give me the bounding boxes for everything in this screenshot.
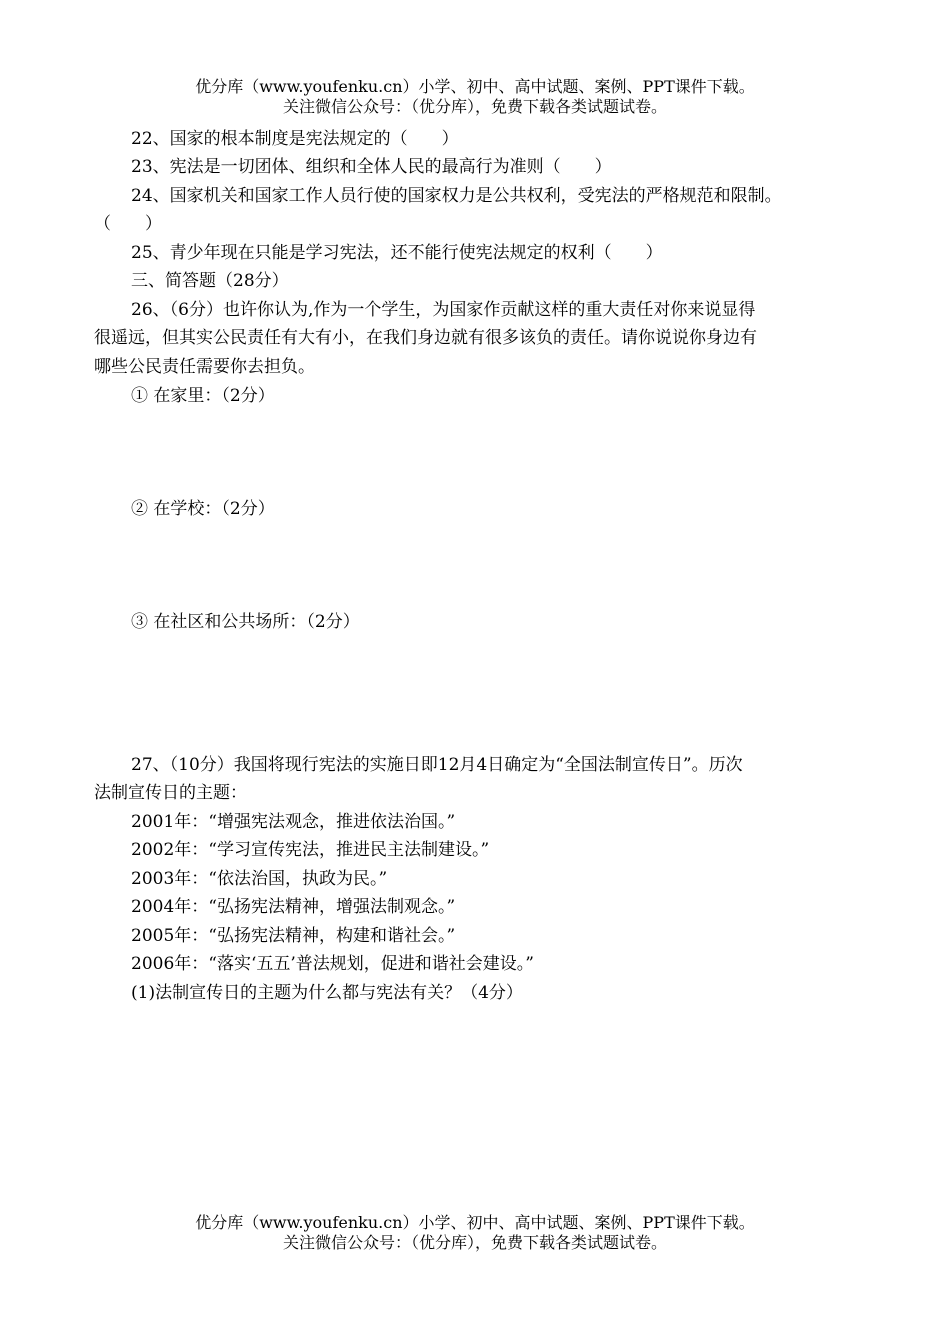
question-26-sub-1: ① 在家里：（2分） bbox=[131, 386, 275, 406]
theme-2003: 2003年：“依法治国，执政为民。” bbox=[131, 869, 388, 889]
question-26-sub-2: ② 在学校：（2分） bbox=[131, 499, 275, 519]
question-24-line-2: （ ） bbox=[94, 214, 162, 234]
theme-2005: 2005年：“弘扬宪法精神，构建和谐社会。” bbox=[131, 926, 456, 946]
question-27-line-2: 法制宣传日的主题： bbox=[94, 783, 247, 803]
question-26-line-2: 很遥远，但其实公民责任有大有小，在我们身边就有很多该负的责任。请你说说你身边有 bbox=[94, 328, 757, 348]
question-23: 23、宪法是一切团体、组织和全体人民的最高行为准则（ ） bbox=[131, 157, 612, 177]
question-22: 22、国家的根本制度是宪法规定的（ ） bbox=[131, 129, 459, 149]
footer-line-2: 关注微信公众号：（优分库），免费下载各类试题试卷。 bbox=[282, 1233, 667, 1252]
question-26-line-3: 哪些公民责任需要你去担负。 bbox=[94, 357, 315, 377]
question-27-sub-1: (1)法制宣传日的主题为什么都与宪法有关？（4分） bbox=[131, 983, 523, 1003]
question-24-line-1: 24、国家机关和国家工作人员行使的国家权力是公共权利，受宪法的严格规范和限制。 bbox=[131, 186, 782, 206]
question-27-line-1: 27、（10分）我国将现行宪法的实施日即12月4日确定为“全国法制宣传日”。历次 bbox=[131, 755, 743, 775]
question-25: 25、青少年现在只能是学习宪法，还不能行使宪法规定的权利（ ） bbox=[131, 243, 663, 263]
theme-2006: 2006年：“落实‘五五’普法规划，促进和谐社会建设。” bbox=[131, 954, 534, 974]
footer-line-1: 优分库（www.youfenku.cn）小学、初中、高中试题、案例、PPT课件下载。 bbox=[195, 1213, 755, 1232]
header-line-1: 优分库（www.youfenku.cn）小学、初中、高中试题、案例、PPT课件下载。 bbox=[195, 77, 755, 96]
question-26-line-1: 26、（6分）也许你认为,作为一个学生，为国家作贡献这样的重大责任对你来说显得 bbox=[131, 300, 756, 320]
theme-2002: 2002年：“学习宣传宪法，推进民主法制建设。” bbox=[131, 840, 490, 860]
question-26-sub-3: ③ 在社区和公共场所：（2分） bbox=[131, 612, 360, 632]
section-3-title: 三、简答题（28分） bbox=[131, 271, 289, 291]
header-line-2: 关注微信公众号：（优分库），免费下载各类试题试卷。 bbox=[282, 97, 667, 116]
theme-2001: 2001年：“增强宪法观念，推进依法治国。” bbox=[131, 812, 456, 832]
theme-2004: 2004年：“弘扬宪法精神，增强法制观念。” bbox=[131, 897, 456, 917]
